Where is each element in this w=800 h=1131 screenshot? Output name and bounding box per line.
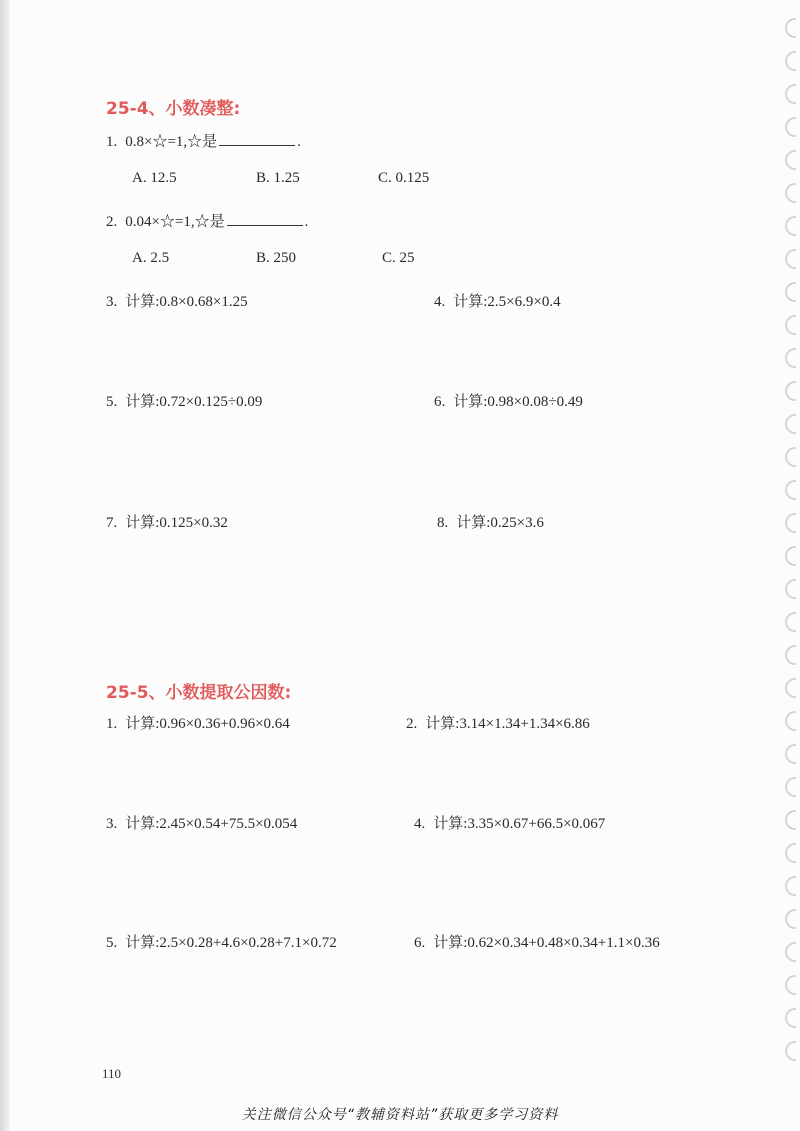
section-title-25-5: 25-5、小数提取公因数: (106, 683, 292, 703)
binding-hole (785, 1008, 796, 1028)
binding-hole (785, 546, 796, 566)
option-c[interactable]: C. 0.125 (378, 170, 430, 186)
question-text: 计算:0.96×0.36+0.96×0.64 (125, 716, 290, 732)
question-text: 计算:0.125×0.32 (125, 515, 228, 531)
question-text: 计算:0.25×3.6 (456, 515, 544, 531)
question-text: 计算:3.35×0.67+66.5×0.067 (433, 816, 606, 832)
question-25-5-2 (406, 712, 590, 733)
question-number: 5. (106, 394, 118, 410)
option-a[interactable]: A. 2.5 (132, 250, 170, 266)
binding-hole (785, 711, 796, 731)
binding-hole (785, 51, 796, 71)
question-25-4-3 (106, 290, 248, 311)
binding-hole (785, 117, 796, 137)
question-text: 计算:0.72×0.125÷0.09 (125, 394, 263, 410)
page-number: 110 (102, 1066, 122, 1081)
question-25-4-7 (106, 511, 228, 532)
binding-holes (776, 18, 796, 1068)
binding-hole (785, 18, 796, 38)
option-b[interactable]: B. 1.25 (256, 170, 300, 186)
binding-hole (785, 513, 796, 533)
question-text: 计算:0.98×0.08÷0.49 (453, 394, 583, 410)
binding-hole (785, 876, 796, 896)
question-text: 0.04×☆=1,☆是 (125, 214, 225, 230)
question-number: 4. (414, 816, 426, 832)
question-number: 1. (106, 134, 118, 150)
question-number: 6. (434, 394, 446, 410)
binding-hole (785, 84, 796, 104)
binding-hole (785, 843, 796, 863)
question-text: 计算:0.8×0.68×1.25 (125, 294, 248, 310)
question-text: 0.8×☆=1,☆是 (125, 134, 218, 150)
page-left-edge (0, 0, 10, 1131)
binding-hole (785, 480, 796, 500)
binding-hole (785, 348, 796, 368)
question-number: 6. (414, 935, 426, 951)
option-c[interactable]: C. 25 (382, 250, 415, 266)
answer-blank[interactable] (219, 131, 295, 146)
option-a[interactable]: A. 12.5 (132, 170, 177, 186)
binding-hole (785, 678, 796, 698)
question-25-5-5 (106, 931, 337, 952)
binding-hole (785, 414, 796, 434)
option-b[interactable]: B. 250 (256, 250, 297, 266)
binding-hole (785, 150, 796, 170)
binding-hole (785, 249, 796, 269)
question-text-end: . (304, 214, 309, 230)
question-25-4-4 (434, 290, 561, 311)
question-25-5-6 (414, 931, 660, 952)
question-text: 计算:3.14×1.34+1.34×6.86 (425, 716, 590, 732)
question-number: 1. (106, 716, 118, 732)
question-25-4-1 (106, 130, 301, 151)
question-number: 4. (434, 294, 446, 310)
binding-hole (785, 1041, 796, 1061)
binding-hole (785, 975, 796, 995)
binding-hole (785, 282, 796, 302)
section-title-25-4: 25-4、小数凑整: (106, 99, 241, 119)
binding-hole (785, 645, 796, 665)
question-number: 8. (437, 515, 449, 531)
question-text: 计算:2.45×0.54+75.5×0.054 (125, 816, 298, 832)
question-text: 计算:2.5×6.9×0.4 (453, 294, 561, 310)
binding-hole (785, 744, 796, 764)
binding-hole (785, 942, 796, 962)
question-number: 7. (106, 515, 118, 531)
question-number: 2. (406, 716, 418, 732)
binding-hole (785, 315, 796, 335)
footer-watermark-text: 关注微信公众号“教辅资料站”获取更多学习资料 (241, 1107, 559, 1123)
answer-blank[interactable] (227, 211, 303, 226)
question-25-4-5 (106, 390, 262, 411)
binding-hole (785, 447, 796, 467)
binding-hole (785, 810, 796, 830)
question-text-end: . (297, 134, 301, 150)
question-number: 5. (106, 935, 118, 951)
question-25-4-6 (434, 390, 583, 411)
binding-hole (785, 216, 796, 236)
question-text: 计算:0.62×0.34+0.48×0.34+1.1×0.36 (433, 935, 660, 951)
question-25-5-1 (106, 712, 290, 733)
binding-hole (785, 579, 796, 599)
question-25-4-2 (106, 210, 308, 231)
question-number: 2. (106, 214, 118, 230)
binding-hole (785, 183, 796, 203)
binding-hole (785, 777, 796, 797)
question-25-4-8 (437, 511, 544, 532)
question-number: 3. (106, 294, 118, 310)
question-text: 计算:2.5×0.28+4.6×0.28+7.1×0.72 (125, 935, 337, 951)
binding-hole (785, 909, 796, 929)
binding-hole (785, 381, 796, 401)
question-number: 3. (106, 816, 118, 832)
binding-hole (785, 612, 796, 632)
question-25-5-4 (414, 812, 605, 833)
question-25-5-3 (106, 812, 297, 833)
